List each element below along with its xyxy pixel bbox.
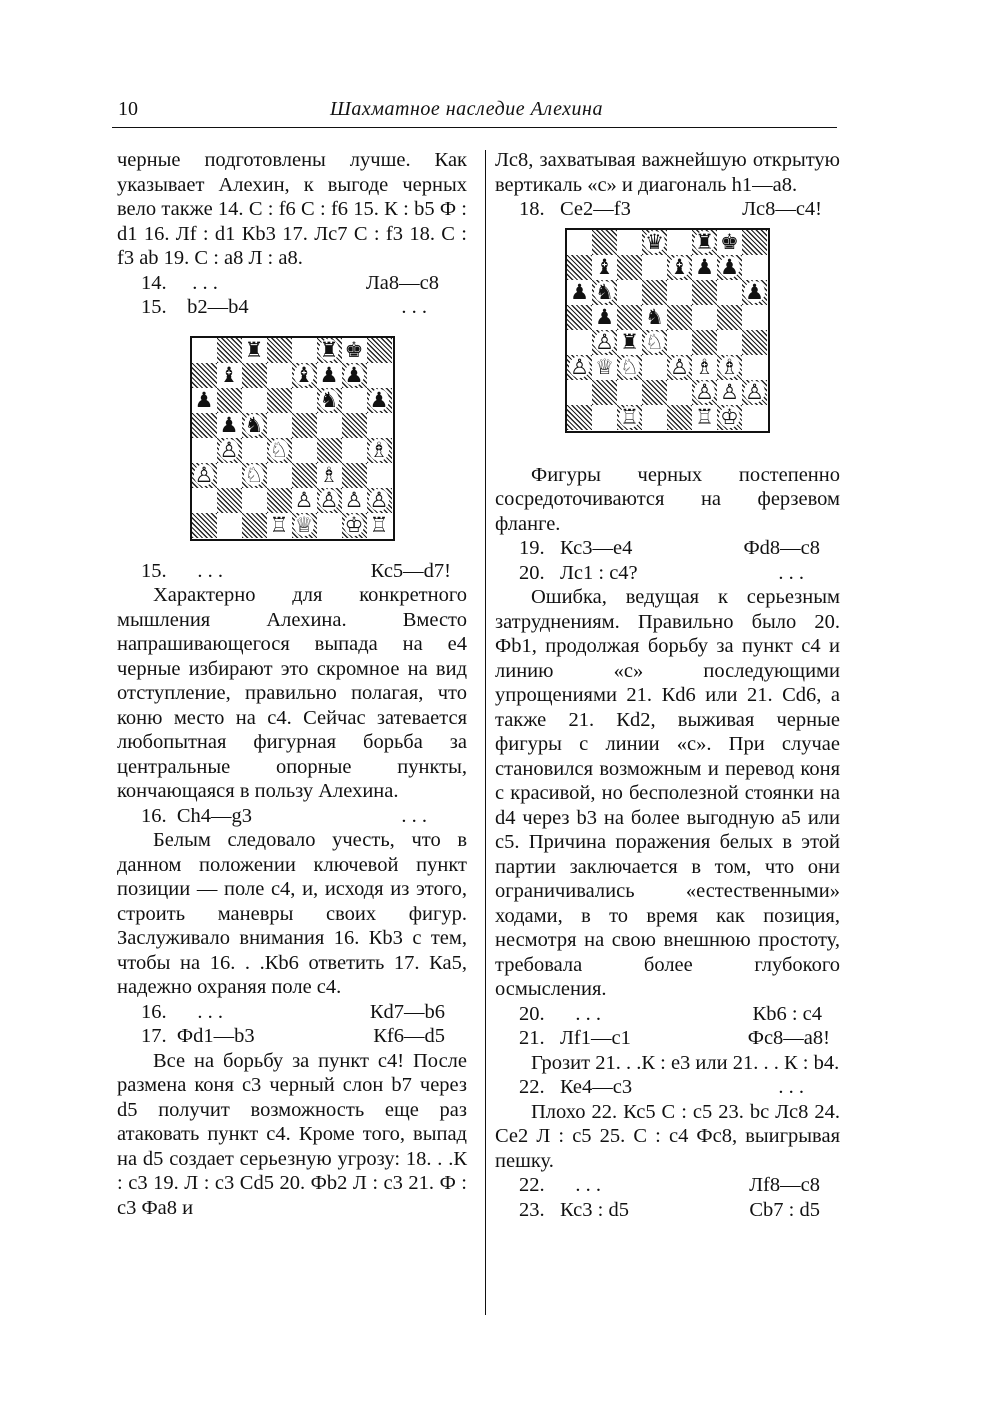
- dark-square: [592, 380, 617, 405]
- chess-diagram-2: [565, 228, 770, 433]
- dark-square: [192, 413, 217, 438]
- chess-piece-c8: ♜: [244, 338, 264, 362]
- dark-square: [742, 230, 767, 255]
- chess-piece-c4: ♜: [620, 330, 639, 354]
- black-move: . . .: [778, 561, 804, 584]
- dark-square: [567, 405, 592, 430]
- dark-square: [617, 255, 642, 280]
- chess-piece-e3: ♙: [670, 355, 689, 379]
- black-move: Фd8—с8: [743, 537, 820, 559]
- paragraph: черные подготовлены лучше. Как указывает Алехин, к выгоде черных вело также 14. С : f6 С : f6 15. К : b5 Ф : d1 16. Лf : d1 Кb3 17. Лс7 С : f3 18. С : f3 ab 19. С : a8 Л : a8.: [117, 149, 467, 269]
- light-square: [242, 388, 267, 413]
- dark-square: [192, 363, 217, 388]
- chess-piece-f8: ♜: [319, 338, 339, 362]
- white-move: Ch4—g3: [176, 804, 253, 827]
- move-number: 22.: [519, 1076, 545, 1098]
- light-square: [267, 363, 292, 388]
- paragraph: Лс8, захватывая важнейшую открытую вертикаль «с» и диагональ h1—a8.: [495, 149, 840, 196]
- move-line: [495, 1026, 840, 1051]
- chess-diagram-1: [190, 336, 395, 541]
- white-move: . . .: [575, 1174, 601, 1196]
- light-square: [567, 330, 592, 355]
- light-square: [342, 388, 367, 413]
- move-number: 16.: [141, 804, 167, 827]
- light-square: [667, 280, 692, 305]
- move-line: [495, 1002, 840, 1027]
- diagram-wrap: [495, 228, 840, 433]
- light-square: [742, 255, 767, 280]
- dark-square: [342, 413, 367, 438]
- light-square: [292, 438, 317, 463]
- move-number: 19.: [519, 537, 545, 559]
- move-number: 20.: [519, 1002, 545, 1025]
- white-move: . . .: [575, 1002, 601, 1025]
- chess-piece-g8: ♚: [720, 230, 739, 254]
- chess-piece-a3: ♙: [570, 355, 589, 379]
- light-square: [617, 230, 642, 255]
- dark-square: [367, 338, 392, 363]
- chess-piece-h6: ♟: [369, 388, 389, 412]
- light-square: [217, 513, 242, 538]
- dark-square: [617, 305, 642, 330]
- black-move: Лf8—с8: [749, 1174, 820, 1196]
- chess-piece-b3: ♕: [595, 355, 614, 379]
- chess-piece-d4: ♘: [645, 330, 664, 354]
- chess-piece-g2: ♙: [720, 380, 739, 404]
- chess-piece-f6: ♞: [319, 388, 339, 412]
- move-line: [495, 1173, 840, 1198]
- paragraph: Характерно для конкретного мышления Алехина. Вместо напрашивающегося выпада на е4 черные избирают это скромное на вид отступление, правильно полагая, что коню место на с4. Сейчас затевается любопытная фигурная борьба за центральные опорные пункты, кончающаяся в пользу Алехина.: [117, 584, 467, 802]
- chess-piece-b5: ♟: [219, 413, 239, 437]
- light-square: [642, 255, 667, 280]
- white-move: Лс1 : с4?: [560, 561, 638, 584]
- light-square: [342, 438, 367, 463]
- diagram-wrap: [117, 336, 467, 541]
- paragraph: Плохо 22. Кс5 С : с5 23. bc Лс8 24. Се2 Л : с5 25. С : с4 Фс8, выигрывая пешку.: [495, 1100, 840, 1172]
- black-move: Кd7—b6: [369, 1000, 445, 1023]
- dark-square: [567, 255, 592, 280]
- chess-piece-f7: ♟: [695, 255, 714, 279]
- light-square: [617, 280, 642, 305]
- chess-piece-f8: ♜: [695, 230, 714, 254]
- dark-square: [292, 413, 317, 438]
- chess-piece-g3: ♗: [720, 355, 739, 379]
- move-line: [117, 271, 467, 296]
- chess-piece-h6: ♟: [745, 280, 764, 304]
- chess-piece-g1: ♔: [344, 513, 364, 537]
- move-number: 21.: [519, 1027, 545, 1049]
- light-square: [717, 330, 742, 355]
- chess-piece-d4: ♘: [269, 438, 289, 462]
- chess-piece-c5: ♞: [244, 413, 264, 437]
- dark-square: [217, 388, 242, 413]
- move-line: [117, 559, 467, 584]
- chess-piece-c3: ♘: [620, 355, 639, 379]
- light-square: [267, 413, 292, 438]
- paragraph: Фигуры черных постепенно сосредоточиваются на ферзевом фланге.: [495, 463, 840, 535]
- move-number: 23.: [519, 1198, 545, 1221]
- white-move: . . .: [197, 1000, 223, 1023]
- dark-square: [267, 338, 292, 363]
- dark-square: [642, 280, 667, 305]
- light-square: [317, 513, 342, 538]
- chess-piece-c3: ♘: [244, 463, 264, 487]
- light-square: [292, 388, 317, 413]
- dark-square: [717, 305, 742, 330]
- dark-square: [242, 513, 267, 538]
- black-move: . . .: [401, 804, 427, 827]
- chess-piece-e1: ♕: [294, 513, 314, 537]
- light-square: [642, 355, 667, 380]
- dark-square: [567, 305, 592, 330]
- paragraph: Ошибка, ведущая к серьезным затруднениям. Правильно было 20. Фb1, продолжая борьбу за пункт с4 и линию «с» последующими упрощениями 21. Кd6 или 21. Сd6, а также 21. Кd2, выживая черные фигуры с линии «с». При случае становился возможным и перевод коня с красивой, но бесполезной стоянки на d4 через b3 на более выгодную а5 или с5. Причина поражения белых в этой партии заключается в том, что они ограничивались «естественными» ходами, в то время как позиция, несмотря на свою внешнюю простоту, требовала более глубокого осмысления.: [495, 586, 840, 1000]
- black-move: . . .: [778, 1076, 804, 1098]
- black-move: . . .: [401, 296, 427, 318]
- chess-piece-g8: ♚: [344, 338, 364, 362]
- header-rule: [112, 127, 837, 128]
- light-square: [367, 413, 392, 438]
- light-square: [592, 405, 617, 430]
- light-square: [742, 405, 767, 430]
- light-square: [667, 380, 692, 405]
- dark-square: [692, 330, 717, 355]
- light-square: [567, 230, 592, 255]
- move-number: 15.: [141, 296, 167, 318]
- black-move: Фс8—а8!: [747, 1027, 830, 1049]
- move-number: 15.: [141, 559, 167, 582]
- chess-piece-f1: ♖: [695, 405, 714, 429]
- chess-piece-b4: ♙: [595, 330, 614, 354]
- black-move: Кb6 : с4: [752, 1002, 822, 1025]
- chess-piece-d1: ♖: [269, 513, 289, 537]
- move-line: [117, 295, 467, 320]
- dark-square: [592, 230, 617, 255]
- paragraph: Белым следовало учесть, что в данном положении ключевой пункт позиции — поле с4, и, исходя из этого, строить маневры своих фигур. Заслуживало внимания 16. Кb3 с тем, чтобы на 16. . .Кb6 ответить 17. Ка5, надежно охраняя поле с4.: [117, 829, 467, 998]
- chess-piece-a6: ♟: [570, 280, 589, 304]
- light-square: [717, 280, 742, 305]
- move-line: [495, 1198, 840, 1223]
- chess-piece-b4: ♙: [219, 438, 239, 462]
- left-column: [117, 148, 467, 1220]
- dark-square: [317, 438, 342, 463]
- chess-piece-b5: ♟: [595, 305, 614, 329]
- chess-piece-f7: ♟: [319, 363, 339, 387]
- chess-piece-h2: ♙: [745, 380, 764, 404]
- column-divider: [485, 150, 486, 1315]
- light-square: [292, 338, 317, 363]
- dark-square: [217, 488, 242, 513]
- chess-piece-g2: ♙: [344, 488, 364, 512]
- move-line: [495, 1075, 840, 1100]
- move-number: 17.: [141, 1025, 167, 1047]
- light-square: [367, 363, 392, 388]
- white-move: Фd1—b3: [176, 1025, 255, 1047]
- light-square: [742, 355, 767, 380]
- chess-piece-g1: ♔: [720, 405, 739, 429]
- chess-piece-g7: ♟: [720, 255, 739, 279]
- dark-square: [667, 405, 692, 430]
- chess-piece-d5: ♞: [645, 305, 664, 329]
- running-title: Шахматное наследие Алехина: [330, 98, 603, 120]
- page-number: 10: [118, 98, 138, 120]
- chess-piece-b7: ♝: [219, 363, 239, 387]
- chess-piece-b6: ♞: [595, 280, 614, 304]
- light-square: [192, 438, 217, 463]
- chess-piece-f2: ♙: [319, 488, 339, 512]
- chess-piece-a6: ♟: [194, 388, 214, 412]
- chess-piece-a3: ♙: [194, 463, 214, 487]
- paragraph: Грозит 21. . .К : е3 или 21. . . К : b4.: [531, 1051, 840, 1074]
- dark-square: [692, 280, 717, 305]
- light-square: [192, 338, 217, 363]
- chess-piece-f3: ♗: [695, 355, 714, 379]
- light-square: [267, 463, 292, 488]
- chess-piece-d8: ♛: [645, 230, 664, 254]
- chess-piece-f2: ♙: [695, 380, 714, 404]
- white-move: b2—b4: [187, 296, 249, 318]
- white-move: . . .: [192, 271, 218, 294]
- chess-piece-h2: ♙: [369, 488, 389, 512]
- paragraph: Все на борьбу за пункт с4! После размена коня с3 черный слон b7 через d5 получит возможность еще раз атаковать пункт с4. Кроме того, выпад на d5 создает серьезную угрозу: 18. . .К : с3 19. Л : с3 Сd5 20. Фb2 Л : с3 21. Ф : с3 Фа8 и: [117, 1049, 467, 1219]
- move-number: 16.: [141, 1000, 167, 1023]
- dark-square: [192, 513, 217, 538]
- light-square: [217, 463, 242, 488]
- white-move: Ке4—с3: [560, 1076, 633, 1098]
- light-square: [192, 488, 217, 513]
- chess-piece-h1: ♖: [369, 513, 389, 537]
- light-square: [642, 405, 667, 430]
- move-line: [495, 561, 840, 586]
- dark-square: [642, 380, 667, 405]
- chess-piece-c1: ♖: [620, 405, 639, 429]
- light-square: [317, 413, 342, 438]
- move-number: 20.: [519, 561, 545, 584]
- dark-square: [242, 363, 267, 388]
- chess-piece-e7: ♝: [670, 255, 689, 279]
- chess-piece-g7: ♟: [344, 363, 364, 387]
- light-square: [617, 380, 642, 405]
- chess-piece-f3: ♗: [319, 463, 339, 487]
- dark-square: [342, 463, 367, 488]
- move-line: [117, 804, 467, 829]
- light-square: [667, 230, 692, 255]
- light-square: [742, 305, 767, 330]
- move-number: 14.: [141, 271, 167, 294]
- black-move: Кf6—d5: [373, 1025, 445, 1047]
- light-square: [242, 488, 267, 513]
- dark-square: [667, 305, 692, 330]
- black-move: Ла8—с8: [365, 271, 439, 294]
- white-move: Се2—f3: [560, 198, 631, 220]
- chess-piece-e2: ♙: [294, 488, 314, 512]
- right-column: [495, 148, 840, 1222]
- dark-square: [217, 338, 242, 363]
- move-line: [117, 1024, 467, 1049]
- white-move: Лf1—с1: [560, 1027, 631, 1049]
- move-number: 22.: [519, 1174, 545, 1196]
- move-number: 18.: [519, 198, 545, 220]
- chess-piece-h4: ♗: [369, 438, 389, 462]
- white-move: . . .: [197, 559, 223, 582]
- chess-piece-b7: ♝: [595, 255, 614, 279]
- move-line: [495, 197, 840, 222]
- dark-square: [267, 388, 292, 413]
- chess-piece-e7: ♝: [294, 363, 314, 387]
- light-square: [242, 438, 267, 463]
- light-square: [667, 330, 692, 355]
- move-line: [117, 1000, 467, 1025]
- light-square: [367, 463, 392, 488]
- light-square: [567, 380, 592, 405]
- white-move: Кс3—е4: [560, 537, 633, 559]
- black-move: Сb7 : d5: [749, 1198, 820, 1221]
- dark-square: [742, 330, 767, 355]
- dark-square: [292, 463, 317, 488]
- dark-square: [267, 488, 292, 513]
- black-move: Лс8—с4!: [742, 198, 822, 220]
- white-move: Кс3 : d5: [560, 1198, 629, 1221]
- black-move: Кс5—d7!: [370, 559, 451, 582]
- move-line: [495, 536, 840, 561]
- light-square: [692, 305, 717, 330]
